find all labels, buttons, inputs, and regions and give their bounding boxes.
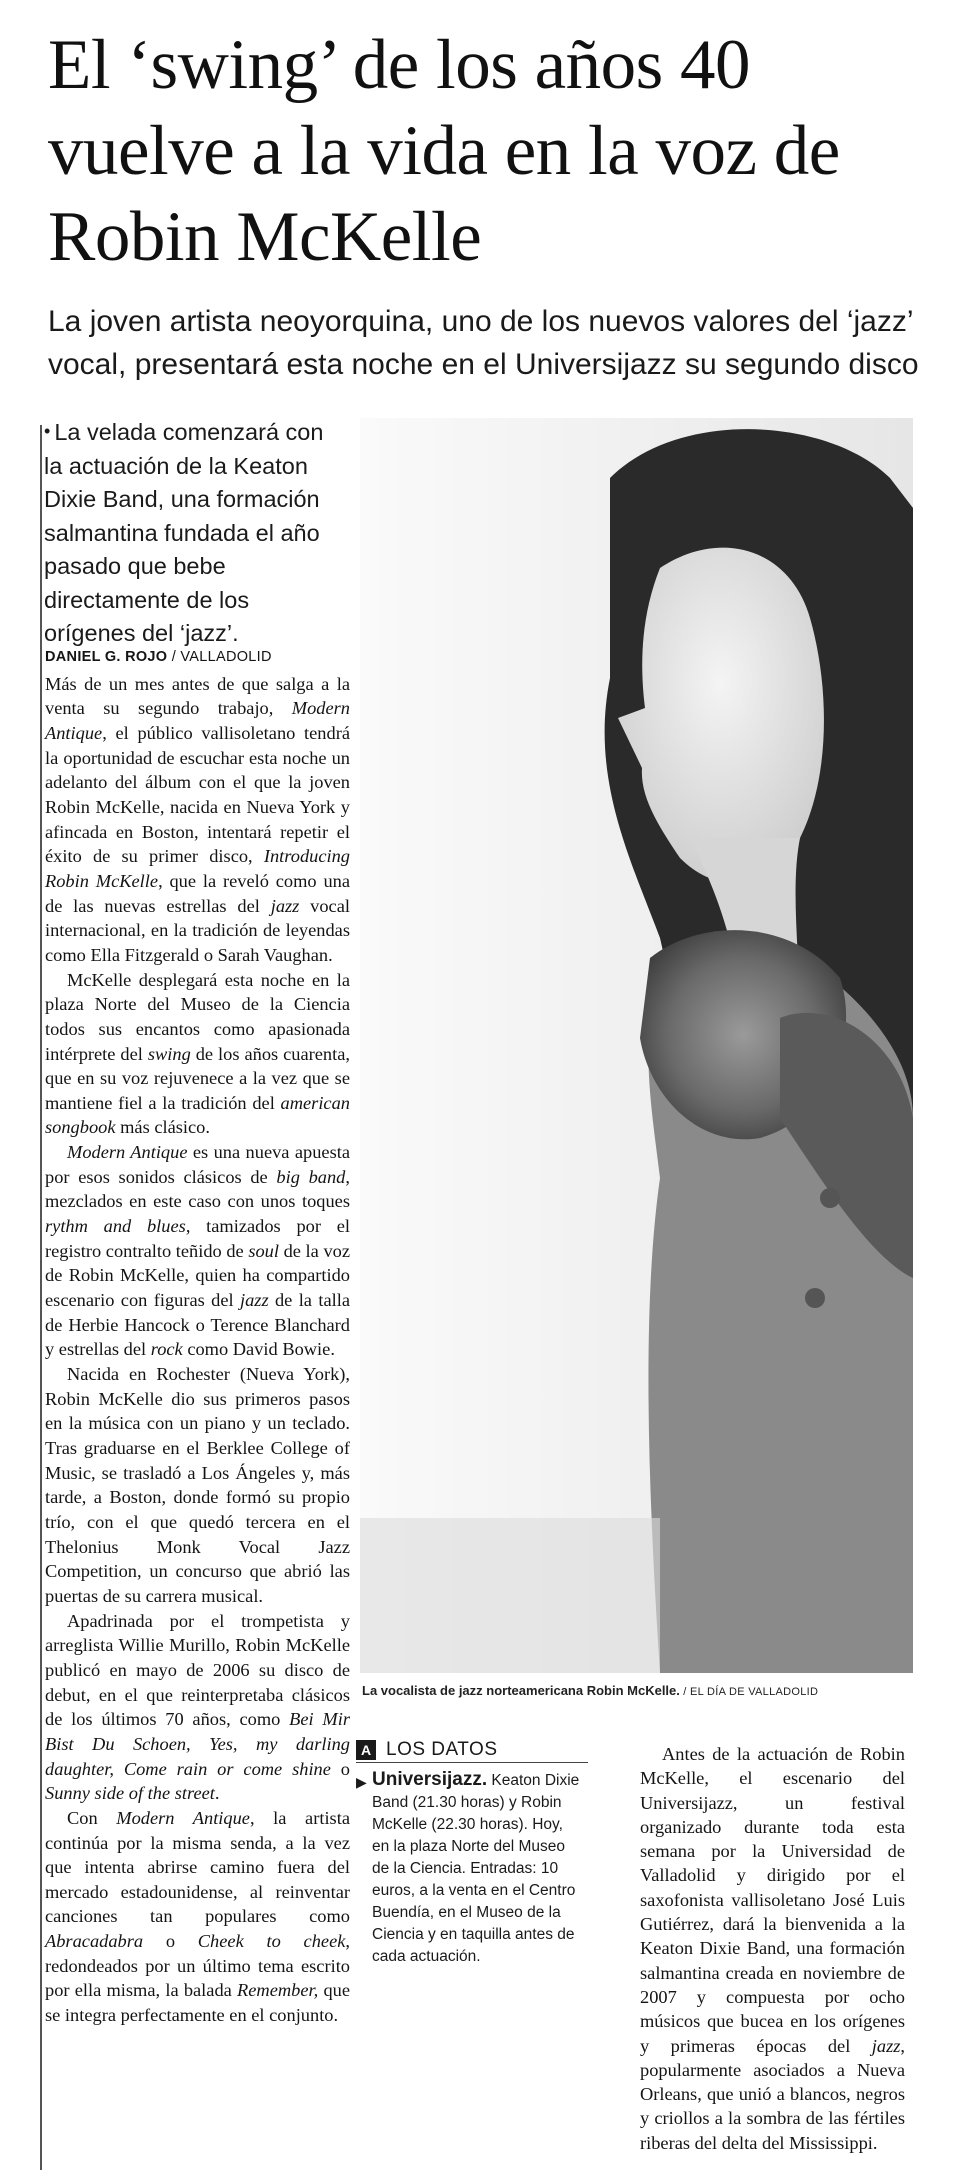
text-run: es una nueva apuesta por esos sonidos clásicos de bbox=[45, 1142, 350, 1187]
text-run: de los años cuarenta, que en su voz rejuvenece a la vez que se mantiene fiel a la tradición del bbox=[45, 1043, 351, 1113]
headline: El ‘swing’ de los años 40 vuelve a la vida en la voz de Robin McKelle bbox=[48, 26, 840, 276]
pull-quote bbox=[44, 415, 329, 651]
text-run: como David Bowie. bbox=[182, 1339, 335, 1360]
paragraph bbox=[45, 968, 350, 1141]
text-run: vocal internacional, en la tradición de leyendas como Ella Fitzgerald o Sarah Vaughan. bbox=[45, 895, 350, 965]
column-rule bbox=[40, 425, 42, 2170]
italic-text: Cheek to cheek bbox=[197, 1931, 346, 1952]
caption-text: La vocalista de jazz norteamericana Robin McKelle. bbox=[362, 1683, 680, 1698]
italic-text: jazz bbox=[270, 895, 300, 916]
article-body-left bbox=[45, 645, 350, 2028]
italic-text: rythm and blues bbox=[45, 1216, 186, 1237]
italic-text: rock bbox=[150, 1339, 183, 1360]
text-run: que se integra perfectamente en el conjunto. bbox=[45, 1980, 350, 2026]
paragraph bbox=[45, 672, 350, 968]
italic-text: Modern Antique bbox=[67, 1142, 188, 1163]
italic-text: Modern Antique bbox=[116, 1807, 250, 1828]
italic-text: jazz bbox=[871, 2035, 901, 2056]
text-run: , el público vallisoletano tendrá la oportunidad de escuchar esta noche un adelanto del álbum con el que la joven Robin McKelle, nacida en Nueva York y afincada en Boston, intentará repetir el éxito de su primer disco, bbox=[45, 722, 350, 867]
paragraph bbox=[45, 1609, 350, 1806]
los-datos-title: LOS DATOS bbox=[386, 1738, 498, 1760]
text-run: Antes de la actuación de Robin McKelle, el escenario del Universijazz, un festival organizado durante toda esta semana por la Universidad de Valladolid y dirigido por el saxofonista vallisoletano José Luis Gutiérrez, dará la bienvenida a la Keaton Dixie Band, una formación salmantina creada en noviembre de 2007 y compuesta por ocho músicos que bucea en los orígenes y primeras épocas del bbox=[640, 1744, 905, 2056]
text-run: Con bbox=[67, 1807, 117, 1828]
los-datos-lead: Universijazz. bbox=[372, 1769, 488, 1790]
text-run: o bbox=[143, 1931, 198, 1952]
italic-text: Abracadabra bbox=[45, 1931, 144, 1952]
byline-separator: / bbox=[167, 649, 181, 665]
italic-text: big band bbox=[276, 1166, 346, 1187]
los-datos-box bbox=[356, 1737, 588, 1968]
section-logo-icon: A bbox=[356, 1740, 376, 1760]
italic-text: Remember, bbox=[237, 1980, 319, 2001]
article-body-right bbox=[640, 1742, 905, 2155]
italic-text: Sunny side of the street bbox=[45, 1783, 215, 1804]
text-run: , mezclados en este caso con unos toques bbox=[45, 1166, 350, 1212]
portrait-image bbox=[360, 418, 913, 1673]
los-datos-text: Keaton Dixie Band (21.30 horas) y Robin McKelle (22.30 horas). Hoy, en la plaza Norte del Museo de la Ciencia. Entradas: 10 euros, a la venta en el Centro Buendía, en el Museo de la Ciencia y en taquilla antes de cada actuación. bbox=[372, 1772, 580, 1965]
arrow-right-icon: ▶ bbox=[356, 1774, 367, 1790]
photo-caption bbox=[362, 1683, 922, 1698]
paragraph bbox=[45, 1362, 350, 1609]
portrait-photo bbox=[360, 418, 913, 1673]
italic-text: swing bbox=[147, 1043, 191, 1064]
text-run: McKelle desplegará esta noche en la plaza Norte del Museo de la Ciencia todos sus encantos como apasionada intérprete del bbox=[45, 969, 350, 1064]
text-run: o bbox=[330, 1758, 350, 1779]
text-run: de la talla de Herbie Hancock o Terence Blanchard y estrellas del bbox=[45, 1290, 350, 1360]
text-run: . bbox=[214, 1783, 220, 1804]
caption-credit-separator: / bbox=[679, 1686, 690, 1698]
byline-city: VALLADOLID bbox=[180, 649, 272, 665]
text-run: Nacida en Rochester (Nueva York), Robin McKelle dio sus primeros pasos en la música con un piano y un teclado. Tras graduarse en el Berklee College of Music, se trasladó a Los Ángeles y, más tarde, a Boston, donde formó su propio trío, con el que quedó tercera en el Thelonius Monk Vocal Jazz Competition, un concurso que abrió las puertas de su carrera musical. bbox=[45, 1364, 350, 1606]
deck-subtitle: La joven artista neoyorquina, uno de los nuevos valores del ‘jazz’ vocal, presentará esta noche en el Universijazz su segundo disco bbox=[48, 305, 919, 381]
text-run: , la artista continúa por la misma senda, a la vez que intenta abrirse camino fuera del mercado estadounidense, al reinventar canciones tan populares como bbox=[45, 1807, 350, 1927]
bullet-icon: • bbox=[44, 421, 51, 441]
text-run: , redondeados por un último tema escrito por ella misma, la balada bbox=[45, 1931, 350, 2001]
caption-credit: EL DÍA DE VALLADOLID bbox=[689, 1686, 819, 1698]
pull-quote-text: La velada comenzará con la actuación de la Keaton Dixie Band, una formación salmantina fundada el año pasado que bebe directamente de los orígenes del ‘jazz’. bbox=[44, 419, 324, 646]
text-run: Apadrinada por el trompetista y arreglista Willie Murillo, Robin McKelle publicó en mayo de 2006 su disco de debut, en el que reinterpretaba clásicos de los últimos 70 años, como bbox=[45, 1610, 350, 1730]
italic-text: american songbook bbox=[45, 1092, 350, 1138]
italic-text: Introducing Robin McKelle bbox=[45, 846, 350, 891]
italic-text: jazz bbox=[239, 1290, 269, 1311]
paragraph bbox=[45, 1806, 350, 2028]
text-run: , popularmente asociados a Nueva Orleans, que unió a blancos, negros y criollos a la sombra de las fértiles riberas del delta del Mississippi. bbox=[640, 2035, 905, 2153]
byline-author: DANIEL G. ROJO bbox=[45, 649, 168, 665]
text-run: Más de un mes antes de que salga a la venta su segundo trabajo, bbox=[45, 673, 350, 719]
italic-text: Bei Mir Bist Du Schoen, Yes, my darling daughter, Come rain or come shine bbox=[45, 1709, 350, 1779]
text-run: más clásico. bbox=[115, 1117, 210, 1138]
italic-text: soul bbox=[248, 1240, 279, 1261]
los-datos-header bbox=[356, 1737, 588, 1763]
text-run: , que la reveló como una de las nuevas estrellas del bbox=[45, 870, 350, 916]
italic-text: Modern Antique bbox=[45, 698, 350, 743]
byline bbox=[45, 645, 350, 670]
text-run: de la voz de Robin McKelle, quien ha compartido escenario con figuras del bbox=[45, 1240, 350, 1311]
los-datos-body bbox=[356, 1763, 588, 1968]
paragraph bbox=[45, 1140, 350, 1362]
text-run: , tamizados por el registro contralto teñido de bbox=[45, 1216, 350, 1261]
